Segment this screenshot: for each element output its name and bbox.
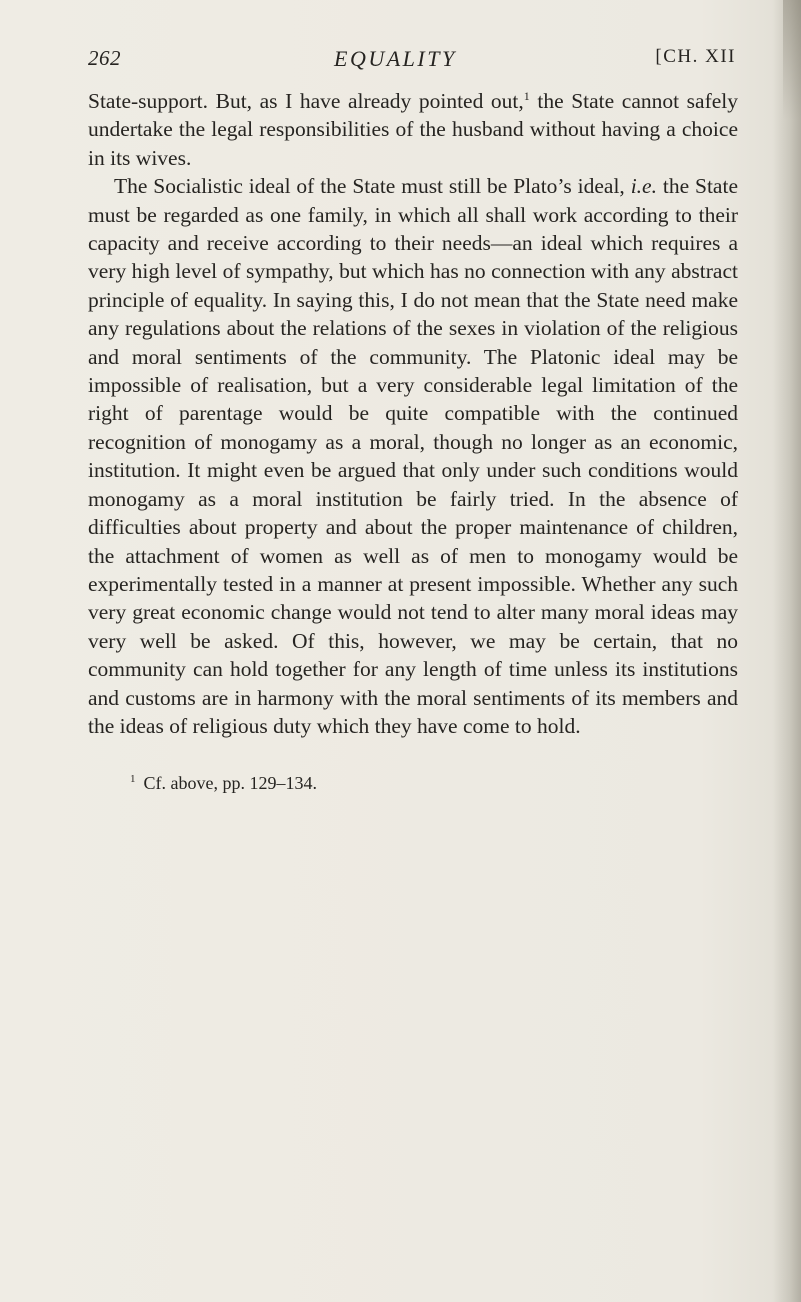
page-edge-top-shadow [783, 0, 801, 120]
body-text [88, 87, 738, 740]
paragraph-1-text-end: the State cannot safely undertake the legal responsibilities of the husband without having a choice in its wives. [88, 89, 738, 170]
running-header [88, 46, 736, 80]
footnote [130, 767, 690, 795]
footnote-number: 1 [130, 773, 136, 785]
footnote-reference[interactable]: 1 [523, 89, 530, 103]
paragraph-1-text: State-support. But, as I have already pointed out, [88, 89, 524, 113]
footnote-text: Cf. above, pp. 129–134. [143, 773, 317, 793]
italic-ie: i.e. [630, 174, 657, 199]
running-title: EQUALITY [334, 46, 457, 71]
paragraph-2-rest: the State must be regarded as one family, in which all shall work according to their capacity and receive according to their needs—an ideal which requires a very high level of sympathy, but which has no connection with any abstract principle of equality. In saying this, I do not mean that the State need make any regulations about the relations of the sexes in violation of the religious and moral sentiments of the community. The Platonic ideal may be impossible of realisation, but a very considerable legal limitation of the right of parentage would be quite compatible with the continued recognition of monogamy as a moral, though no longer as an economic, institution. It might even be argued that only under such conditions would monogamy as a moral institution be fairly tried. In the absence of difficulties about property and about the proper maintenance of children, the attachment of women as well as of men to monogamy would be experimentally tested in a manner at present impossible. Whether any such very great economic change would not tend to alter many moral ideas may very well be asked. Of this, however, we may be certain, that no community can hold together for any length of time unless its institutions and customs are in harmony with the moral sentiments of its members and the ideas of religious duty which they have come to hold. [88, 174, 738, 738]
paragraph-socialistic-ideal [88, 172, 738, 740]
paragraph-2-start: The Socialistic ideal of the State must still be Plato’s ideal, [114, 174, 631, 199]
page-number: 262 [88, 46, 121, 70]
paragraph-continuation [88, 87, 738, 172]
page-edge-shadow [773, 0, 801, 1302]
chapter-reference: [CH. XII [655, 46, 736, 67]
